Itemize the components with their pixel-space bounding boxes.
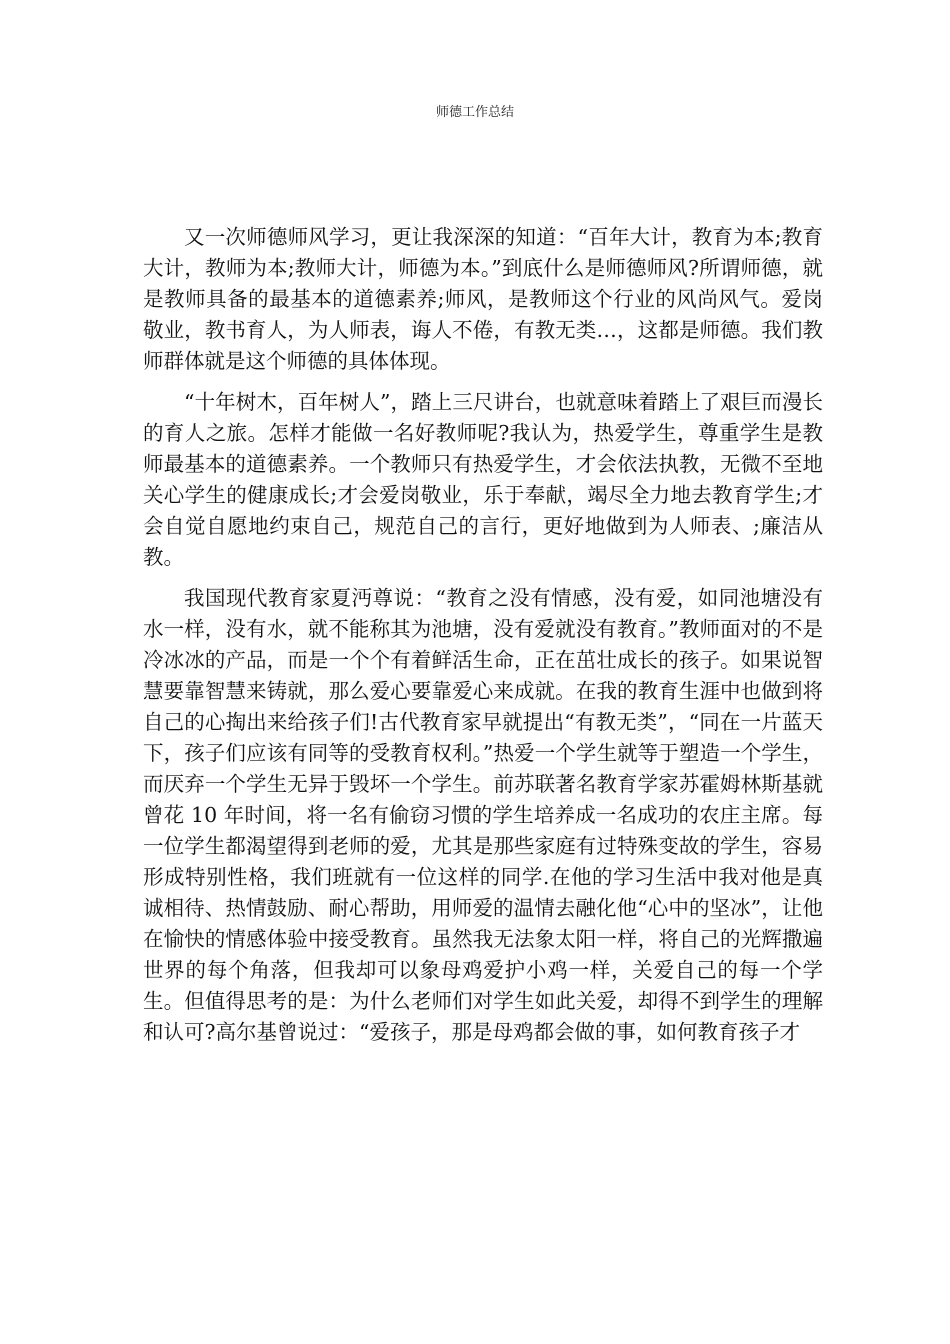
paragraph: “十年树木，百年树人”，踏上三尺讲台，也就意味着踏上了艰巨而漫长的育人之旅。怎样才能做一名好教师呢?我认为，热爱学生，尊重学生是教师最基本的道德素养。一个教师只有热爱学生，才会依法执教，无微不至地关心学生的健康成长;才会爱岗敬业，乐于奉献，竭尽全力地去教育学生;才会自觉自愿地约束自己，规范自己的言行，更好地做到为人师表、;廉洁从教。 [143, 390, 823, 569]
page-title: 师德工作总结 [435, 105, 514, 120]
paragraph: 又一次师德师风学习，更让我深深的知道：“百年大计，教育为本;教育大计，教师为本;教师大计，师德为本。”到底什么是师德师风?所谓师德，就是教师具备的最基本的道德素养;师风，是教师这个行业的风尚风气。爱岗敬业，教书育人，为人师表，诲人不倦，有教无类…，这都是师德。我们教师群体就是这个师德的具体体现。 [143, 225, 823, 373]
document-body [143, 222, 823, 1058]
paragraph: 我国现代教育家夏沔尊说：“教育之没有情感，没有爱，如同池塘没有水一样，没有水，就不能称其为池塘，没有爱就没有教育。”教师面对的不是冷冰冰的产品，而是一个个有着鲜活生命，正在茁壮成长的孩子。如果说智慧要靠智慧来铸就，那么爱心要靠爱心来成就。在我的教育生涯中也做到将自己的心掏出来给孩子们!古代教育家早就提出“有教无类”，“同在一片蓝天下，孩子们应该有同等的受教育权利。”热爱一个学生就等于塑造一个学生，而厌弃一个学生无异于毁坏一个学生。前苏联著名教育学家苏霍姆林斯基就曾花 10 年时间，将一名有偷窃习惯的学生培养成一名成功的农庄主席。每一位学生都渴望得到老师的爱，尤其是那些家庭有过特殊变故的学生，容易形成特别性格，我们班就有一位这样的同学.在他的学习生活中我对他是真诚相待、热情鼓励、耐心帮助，用师爱的温情去融化他“心中的坚冰”，让他在愉快的情感体验中接受教育。虽然我无法象太阳一样，将自己的光辉撒遍世界的每个角落，但我却可以象母鸡爱护小鸡一样，关爱自己的每一个学生。但值得思考的是：为什么老师们对学生如此关爱，却得不到学生的理解和认可?高尔基曾说过：“爱孩子，那是母鸡都会做的事，如何教育孩子才 [143, 586, 823, 1044]
